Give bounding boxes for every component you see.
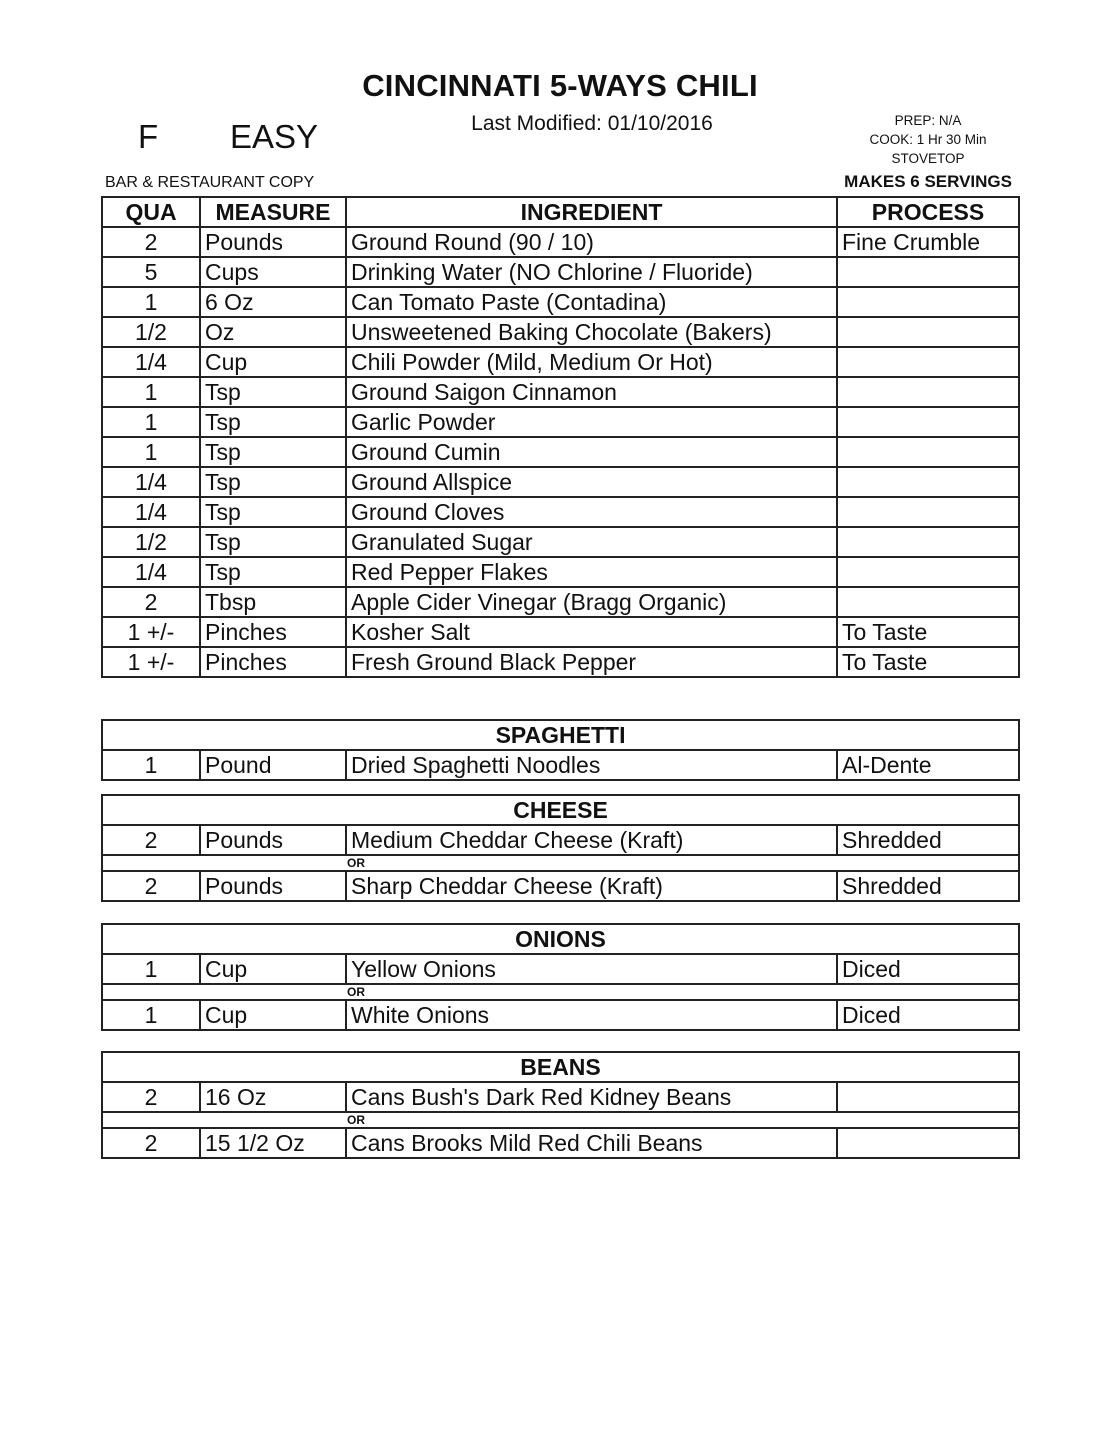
or-label: OR: [102, 855, 1019, 871]
header-measure: MEASURE: [200, 197, 346, 227]
ingredient-cell: Can Tomato Paste (Contadina): [346, 287, 837, 317]
process-cell: [837, 317, 1019, 347]
quantity-cell: 2: [102, 587, 200, 617]
ingredient-row: [102, 347, 1019, 377]
measure-cell: Pound: [200, 750, 346, 780]
ingredient-row: [102, 954, 1019, 984]
ingredient-cell: Fresh Ground Black Pepper: [346, 647, 837, 677]
quantity-cell: 1: [102, 407, 200, 437]
measure-cell: Tsp: [200, 437, 346, 467]
process-cell: [837, 437, 1019, 467]
process-cell: To Taste: [837, 647, 1019, 677]
quantity-cell: 1: [102, 287, 200, 317]
or-separator-row: [102, 1112, 1019, 1128]
ingredient-cell: Ground Allspice: [346, 467, 837, 497]
section-title: BEANS: [102, 1052, 1019, 1082]
ingredient-row: [102, 257, 1019, 287]
process-cell: [837, 377, 1019, 407]
section-header-row: [102, 924, 1019, 954]
quantity-cell: 1/4: [102, 467, 200, 497]
ingredient-cell: Drinking Water (NO Chlorine / Fluoride): [346, 257, 837, 287]
recipe-title: CINCINNATI 5-WAYS CHILI: [362, 68, 758, 103]
difficulty-label: EASY: [230, 118, 319, 155]
ingredient-cell: Ground Cloves: [346, 497, 837, 527]
process-cell: [837, 1082, 1019, 1112]
ingredient-cell: Kosher Salt: [346, 617, 837, 647]
quantity-cell: 2: [102, 227, 200, 257]
quantity-cell: 1/2: [102, 317, 200, 347]
measure-cell: Pinches: [200, 617, 346, 647]
last-modified: Last Modified: 01/10/2016: [471, 112, 713, 135]
measure-cell: 15 1/2 Oz: [200, 1128, 346, 1158]
section-header-row: [102, 720, 1019, 750]
ingredient-cell: Granulated Sugar: [346, 527, 837, 557]
measure-cell: Cup: [200, 347, 346, 377]
ingredient-cell: Ground Saigon Cinnamon: [346, 377, 837, 407]
measure-cell: Tsp: [200, 497, 346, 527]
cheese-table: [101, 794, 1020, 902]
process-cell: Diced: [837, 954, 1019, 984]
measure-cell: Cup: [200, 954, 346, 984]
time-info: [848, 111, 1008, 168]
ingredient-row: [102, 1082, 1019, 1112]
process-cell: [837, 257, 1019, 287]
process-cell: Fine Crumble: [837, 227, 1019, 257]
process-cell: [837, 587, 1019, 617]
ingredient-row: [102, 750, 1019, 780]
ingredient-cell: White Onions: [346, 1000, 837, 1030]
ingredient-row: [102, 871, 1019, 901]
process-cell: To Taste: [837, 617, 1019, 647]
quantity-cell: 1/4: [102, 557, 200, 587]
measure-cell: Tbsp: [200, 587, 346, 617]
process-cell: [837, 557, 1019, 587]
quantity-cell: 2: [102, 1082, 200, 1112]
ingredient-row: [102, 557, 1019, 587]
header-process: PROCESS: [837, 197, 1019, 227]
quantity-cell: 1: [102, 437, 200, 467]
table-header-row: [102, 197, 1019, 227]
process-cell: [837, 527, 1019, 557]
cook-method: STOVETOP: [891, 151, 965, 166]
process-cell: [837, 287, 1019, 317]
ingredient-row: [102, 317, 1019, 347]
spaghetti-table: [101, 719, 1020, 781]
process-cell: [837, 467, 1019, 497]
section-header-row: [102, 795, 1019, 825]
section-header-row: [102, 1052, 1019, 1082]
process-cell: Al-Dente: [837, 750, 1019, 780]
or-label: OR: [102, 1112, 1019, 1128]
process-cell: [837, 1128, 1019, 1158]
ingredient-row: [102, 467, 1019, 497]
measure-cell: 6 Oz: [200, 287, 346, 317]
servings-label: MAKES 6 SERVINGS: [844, 172, 1012, 191]
ingredient-cell: Yellow Onions: [346, 954, 837, 984]
section-title: ONIONS: [102, 924, 1019, 954]
measure-cell: Tsp: [200, 527, 346, 557]
quantity-cell: 1: [102, 750, 200, 780]
quantity-cell: 1: [102, 954, 200, 984]
onions-table: [101, 923, 1020, 1031]
ingredient-cell: Unsweetened Baking Chocolate (Bakers): [346, 317, 837, 347]
ingredient-cell: Chili Powder (Mild, Medium Or Hot): [346, 347, 837, 377]
quantity-cell: 5: [102, 257, 200, 287]
ingredient-row: [102, 377, 1019, 407]
beans-table: [101, 1051, 1020, 1159]
ingredient-row: [102, 1128, 1019, 1158]
ingredients-table: [101, 196, 1020, 678]
ingredient-cell: Garlic Powder: [346, 407, 837, 437]
ingredient-row: [102, 227, 1019, 257]
ingredient-cell: Apple Cider Vinegar (Bragg Organic): [346, 587, 837, 617]
ingredient-cell: Cans Bush's Dark Red Kidney Beans: [346, 1082, 837, 1112]
quantity-cell: 1: [102, 377, 200, 407]
process-cell: Shredded: [837, 825, 1019, 855]
ingredient-cell: Dried Spaghetti Noodles: [346, 750, 837, 780]
ingredient-row: [102, 497, 1019, 527]
quantity-cell: 1 +/-: [102, 647, 200, 677]
process-cell: Shredded: [837, 871, 1019, 901]
process-cell: [837, 407, 1019, 437]
header-ingredient: INGREDIENT: [346, 197, 837, 227]
quantity-cell: 2: [102, 1128, 200, 1158]
quantity-cell: 1/2: [102, 527, 200, 557]
section-title: SPAGHETTI: [102, 720, 1019, 750]
measure-cell: Pounds: [200, 871, 346, 901]
ingredient-cell: Sharp Cheddar Cheese (Kraft): [346, 871, 837, 901]
header-qty: QUA: [102, 197, 200, 227]
measure-cell: Cups: [200, 257, 346, 287]
or-label: OR: [102, 984, 1019, 1000]
measure-cell: Tsp: [200, 467, 346, 497]
measure-cell: Tsp: [200, 557, 346, 587]
quantity-cell: 1 +/-: [102, 617, 200, 647]
ingredient-cell: Cans Brooks Mild Red Chili Beans: [346, 1128, 837, 1158]
cook-time: COOK: 1 Hr 30 Min: [869, 132, 987, 147]
quantity-cell: 2: [102, 871, 200, 901]
ingredient-row: [102, 647, 1019, 677]
copy-label: BAR & RESTAURANT COPY: [105, 174, 315, 191]
prep-time: PREP: N/A: [894, 113, 962, 128]
measure-cell: Pinches: [200, 647, 346, 677]
quantity-cell: 1/4: [102, 497, 200, 527]
or-separator-row: [102, 855, 1019, 871]
measure-cell: Pounds: [200, 825, 346, 855]
measure-cell: Pounds: [200, 227, 346, 257]
measure-cell: Cup: [200, 1000, 346, 1030]
ingredient-cell: Red Pepper Flakes: [346, 557, 837, 587]
section-title: CHEESE: [102, 795, 1019, 825]
ingredient-cell: Ground Cumin: [346, 437, 837, 467]
measure-cell: Tsp: [200, 377, 346, 407]
ingredient-row: [102, 825, 1019, 855]
quantity-cell: 2: [102, 825, 200, 855]
ingredient-cell: Ground Round (90 / 10): [346, 227, 837, 257]
ingredient-row: [102, 407, 1019, 437]
ingredient-row: [102, 1000, 1019, 1030]
or-separator-row: [102, 984, 1019, 1000]
ingredient-row: [102, 437, 1019, 467]
measure-cell: Oz: [200, 317, 346, 347]
process-cell: [837, 497, 1019, 527]
ingredient-row: [102, 587, 1019, 617]
process-cell: [837, 347, 1019, 377]
grade-letter: F: [138, 118, 159, 155]
quantity-cell: 1/4: [102, 347, 200, 377]
process-cell: Diced: [837, 1000, 1019, 1030]
measure-cell: 16 Oz: [200, 1082, 346, 1112]
measure-cell: Tsp: [200, 407, 346, 437]
ingredient-row: [102, 287, 1019, 317]
ingredient-row: [102, 617, 1019, 647]
ingredient-cell: Medium Cheddar Cheese (Kraft): [346, 825, 837, 855]
quantity-cell: 1: [102, 1000, 200, 1030]
ingredient-row: [102, 527, 1019, 557]
